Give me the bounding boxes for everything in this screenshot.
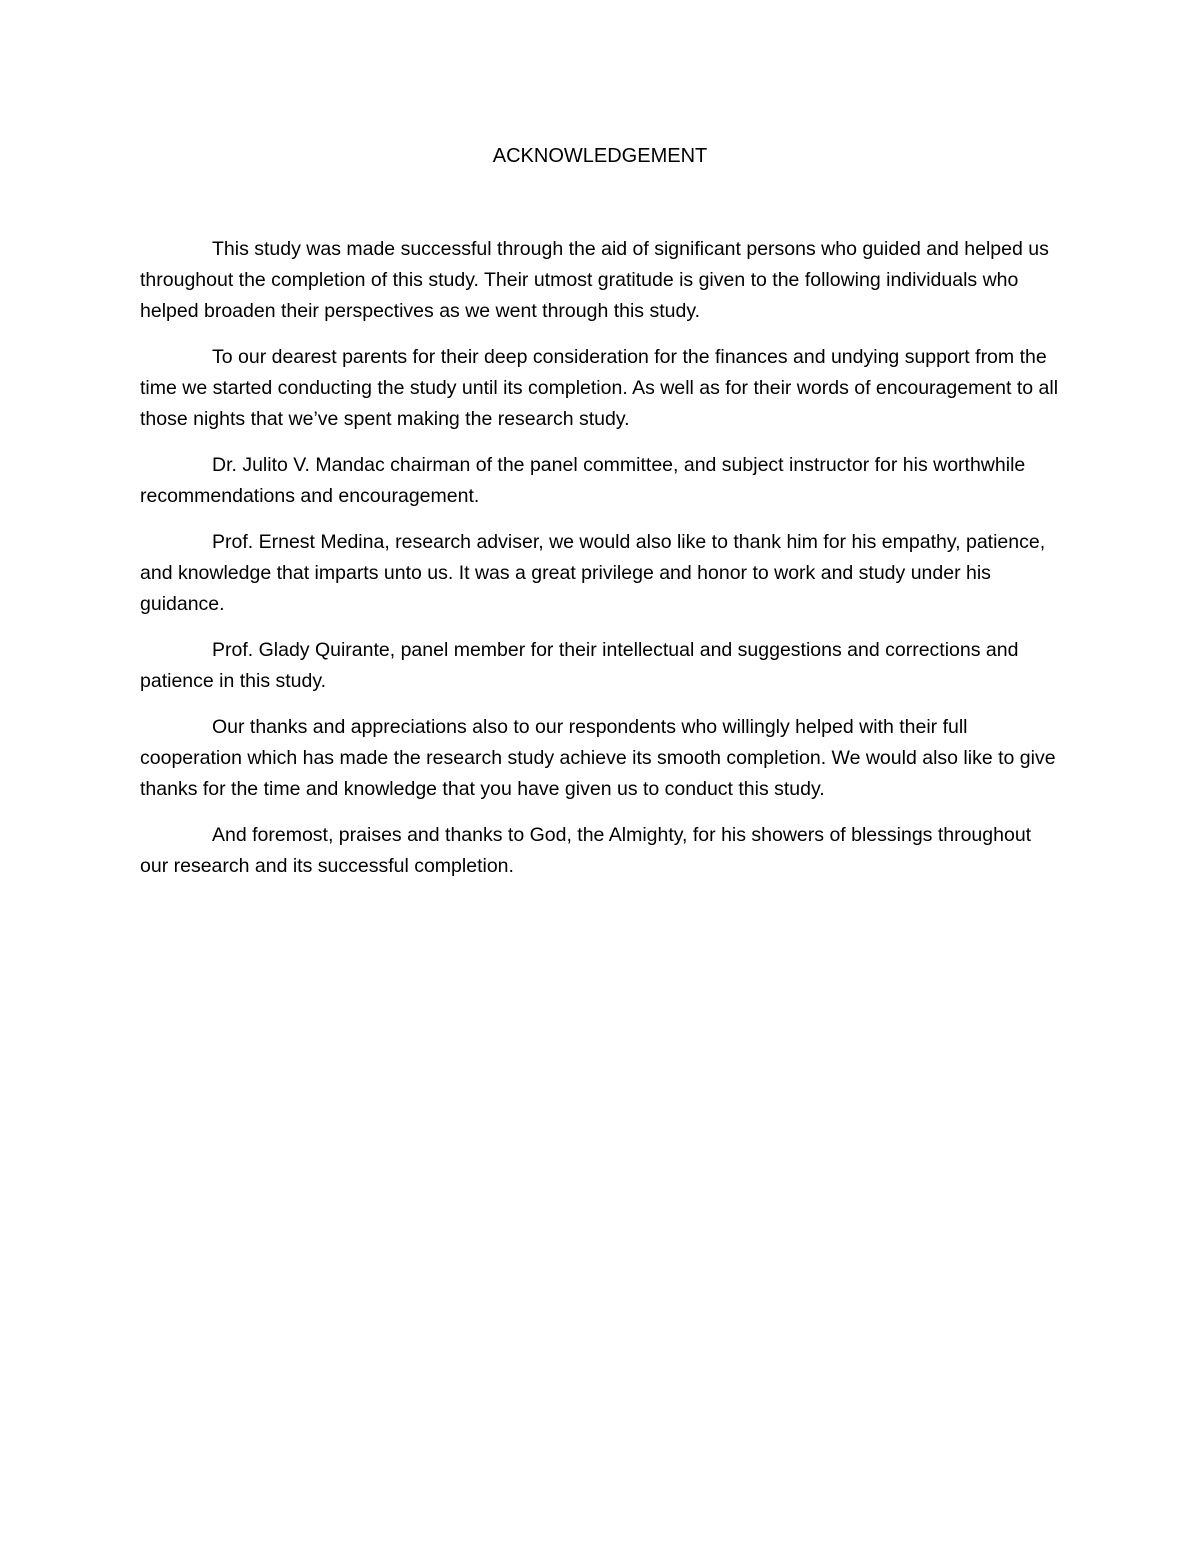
paragraph-parents: To our dearest parents for their deep consideration for the finances and undying support from the time we started conducting the study until its completion. As well as for their words of encouragement to all those nights that we’ve spent making the research study.: [140, 346, 1059, 430]
paragraph-intro: This study was made successful through the aid of significant persons who guided and helped us throughout the completion of this study. Their utmost gratitude is given to the following individuals who helped broaden their perspectives as we went through this study.: [140, 238, 1049, 322]
paragraph-panel-member: Prof. Glady Quirante, panel member for their intellectual and suggestions and corrections and patience in this study.: [140, 639, 1019, 692]
document-body: [140, 234, 1060, 897]
paragraph-adviser: Prof. Ernest Medina, research adviser, we would also like to thank him for his empathy, patience, and knowledge that imparts unto us. It was a great privilege and honor to work and study under his guidance.: [140, 531, 1046, 615]
paragraph-god: And foremost, praises and thanks to God, the Almighty, for his showers of blessings throughout our research and its successful completion.: [140, 824, 1032, 877]
document-title: ACKNOWLEDGEMENT: [492, 145, 708, 167]
paragraph-chairman: Dr. Julito V. Mandac chairman of the panel committee, and subject instructor for his worthwhile recommendations and encouragement.: [140, 454, 1026, 507]
paragraph-respondents: Our thanks and appreciations also to our respondents who willingly helped with their full cooperation which has made the research study achieve its smooth completion. We would also like to give thanks for the time and knowledge that you have given us to conduct this study.: [140, 716, 1056, 800]
